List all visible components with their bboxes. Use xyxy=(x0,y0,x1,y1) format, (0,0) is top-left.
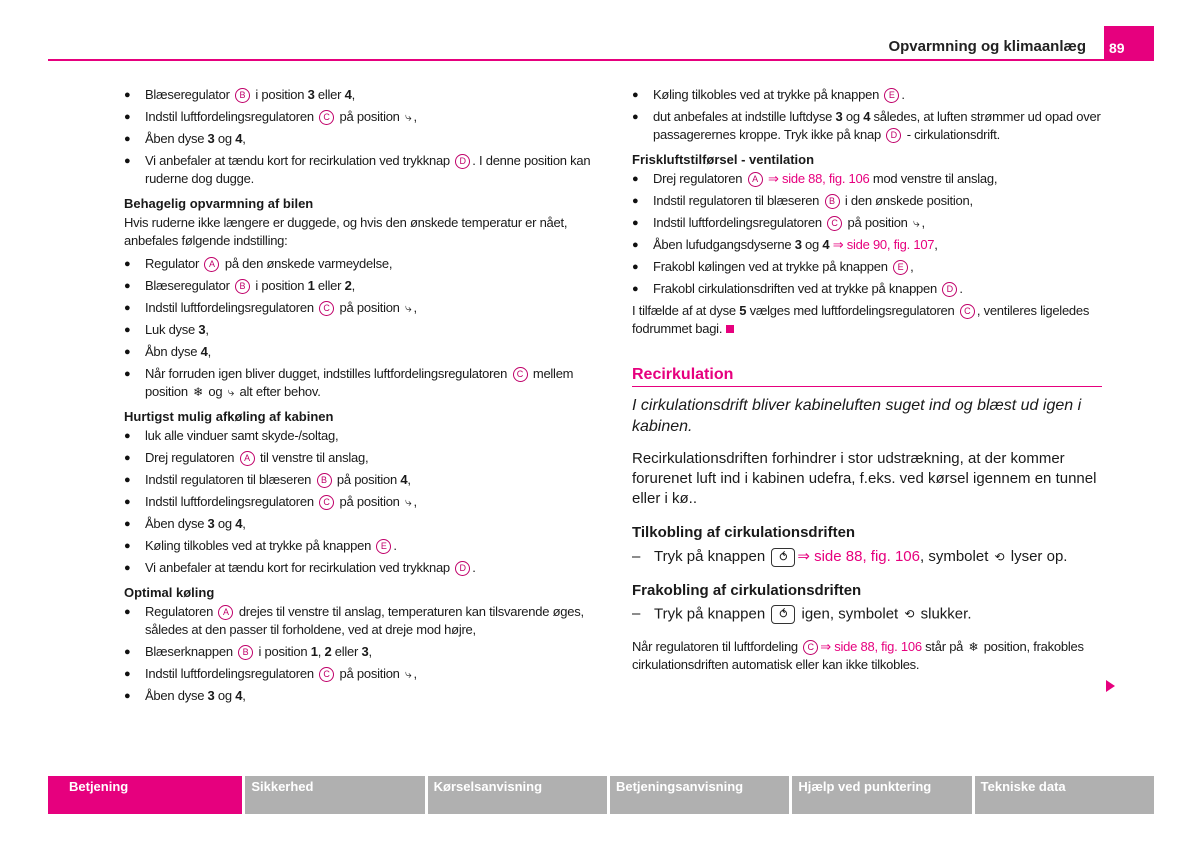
control-label-a: A xyxy=(748,172,763,187)
list-item xyxy=(124,255,594,273)
section-heading-optimal-cooling: Optimal køling xyxy=(124,585,215,600)
recirc-note xyxy=(632,638,1102,674)
list-item xyxy=(124,603,594,639)
tab-betjening[interactable]: Betjening xyxy=(48,776,242,814)
note-text: I tilfælde af at dyse xyxy=(632,303,740,318)
item-text: Når forruden igen bliver dugget, indstilles luftfordelingsregulatoren xyxy=(145,366,511,381)
item-text: Regulatoren xyxy=(145,604,217,619)
item-text: . xyxy=(959,281,963,296)
fast-cooling-list xyxy=(124,427,594,577)
page-header-title: Opvarmning og klimaanlæg xyxy=(888,38,1086,55)
step-text: Tryk på knappen xyxy=(654,548,770,565)
note-text: Når regulatoren til luftfordeling xyxy=(632,638,802,654)
air-distribution-icon: ⤷ xyxy=(405,110,412,124)
position-number: 3 xyxy=(198,322,206,337)
item-text: , xyxy=(413,300,417,315)
list-item xyxy=(632,258,1102,276)
control-label-a: A xyxy=(218,605,233,620)
item-text: Åben dyse xyxy=(145,516,208,531)
item-text: , xyxy=(242,131,246,146)
position-number: 3 xyxy=(794,237,802,252)
tab-sikkerhed[interactable]: Sikkerhed xyxy=(245,776,424,814)
item-text: eller xyxy=(331,644,362,659)
item-text: , xyxy=(207,344,211,359)
control-label-c: C xyxy=(319,495,334,510)
list-item xyxy=(124,321,594,339)
section-title-recirculation: Recirkulation xyxy=(632,366,1102,387)
item-text: i den ønskede position, xyxy=(841,193,973,208)
item-text: , xyxy=(921,215,925,230)
step-text: slukker. xyxy=(916,605,972,622)
position-number: 3 xyxy=(835,109,843,124)
continue-arrow-icon xyxy=(1106,680,1115,692)
item-text: på position xyxy=(336,300,404,315)
windshield-defrost-icon: ❄ xyxy=(968,639,979,654)
list-item xyxy=(124,365,594,401)
recirc-symbol-icon: ⟲ xyxy=(904,607,915,621)
list-item xyxy=(124,277,594,295)
list-item xyxy=(124,449,594,467)
windshield-defrost-icon: ❄ xyxy=(193,385,203,399)
list-item xyxy=(124,130,594,148)
item-text: på den ønskede varmeydelse, xyxy=(221,256,393,271)
control-label-d: D xyxy=(455,561,470,576)
item-text: Blæseregulator xyxy=(145,87,234,102)
control-label-c: C xyxy=(319,110,334,125)
item-text: Åben lufudgangsdyserne xyxy=(653,237,795,252)
position-number: 4 xyxy=(235,688,243,703)
item-text: , xyxy=(205,322,209,337)
cooling-list xyxy=(632,86,1102,144)
item-text: , xyxy=(413,494,417,509)
position-number: 2 xyxy=(344,278,352,293)
position-number: 4 xyxy=(200,344,208,359)
item-text: Køling tilkobles ved at trykke på knappen xyxy=(145,538,375,553)
control-label-e: E xyxy=(884,88,899,103)
position-number: 3 xyxy=(307,87,315,102)
item-text: , xyxy=(351,278,355,293)
item-text: i position xyxy=(255,644,311,659)
item-text: , xyxy=(242,688,246,703)
position-number: 3 xyxy=(207,688,215,703)
position-number: 3 xyxy=(361,644,369,659)
list-item xyxy=(124,152,594,188)
position-number: 3 xyxy=(207,131,215,146)
note-text: , ventileres ligeledes fodrummet bagi. xyxy=(632,303,1090,336)
recirculation-lead: I cirkulationsdrift bliver kabineluften suget ind og blæst ud igen i kabinen. xyxy=(632,397,1082,435)
item-text: mod venstre til anslag, xyxy=(869,171,998,186)
list-item xyxy=(124,493,594,511)
position-number: 4 xyxy=(863,109,871,124)
control-label-c: C xyxy=(960,304,975,319)
item-text: Indstil luftfordelingsregulatoren xyxy=(653,215,826,230)
note-number: 5 xyxy=(739,303,747,318)
control-label-c: C xyxy=(319,667,334,682)
footer-nav xyxy=(48,776,1154,814)
step-text: lyser op. xyxy=(1006,548,1068,565)
list-item xyxy=(632,236,1102,254)
header-rule xyxy=(48,59,1154,61)
list-item xyxy=(124,427,594,445)
item-text: Vi anbefaler at tændu kort for recirkulation ved trykknap xyxy=(145,560,454,575)
item-text: Åben dyse xyxy=(145,688,208,703)
fresh-air-list xyxy=(632,170,1102,298)
item-text: . xyxy=(901,87,905,102)
item-text: Drej regulatoren xyxy=(145,450,238,465)
comfort-heating-list xyxy=(124,255,594,401)
position-number: 4 xyxy=(400,472,408,487)
item-text: drejes til venstre til anslag, temperaturen kan tilsvarende øges, således at den passer til forholdene, ved at dreje mod højre, xyxy=(145,604,584,637)
air-distribution-icon: ⤷ xyxy=(913,216,920,230)
item-text: Blæseregulator xyxy=(145,278,234,293)
item-text: , xyxy=(413,109,417,124)
item-text: Drej regulatoren xyxy=(653,171,746,186)
list-item xyxy=(124,687,594,705)
recirculation-paragraph: Recirkulationsdriften forhindrer i stor udstrækning, at der kommer forurenet luft ind i kabinen udefra, f.eks. ved kørsel igennem en tunnel eller i kø.. xyxy=(632,450,1097,507)
item-text: Åben dyse xyxy=(145,131,208,146)
item-text: på position xyxy=(336,109,404,124)
item-text: Blæserknappen xyxy=(145,644,237,659)
list-item xyxy=(124,665,594,683)
list-item xyxy=(632,170,1102,188)
item-text: Frakobl kølingen ved at trykke på knappen xyxy=(653,259,892,274)
step-text: igen, symbolet xyxy=(797,605,903,622)
tab-hjaelp-ved-punktering[interactable]: Hjælp ved punktering xyxy=(792,776,971,814)
section-heading-comfort-heating: Behagelig opvarmning af bilen xyxy=(124,196,314,211)
air-distribution-icon: ⤷ xyxy=(227,385,235,399)
position-number: 1 xyxy=(307,278,315,293)
item-text: på position xyxy=(844,215,912,230)
item-text: eller xyxy=(314,278,345,293)
page-reference-link[interactable]: ⇒ side 88, fig. 106 xyxy=(820,638,922,654)
item-text: Vi anbefaler at tændu kort for recirkulation ved trykknap xyxy=(145,153,454,168)
list-item xyxy=(124,299,594,317)
control-label-b: B xyxy=(235,279,250,294)
list-item xyxy=(124,537,594,555)
item-text: , xyxy=(910,259,914,274)
control-label-d: D xyxy=(886,128,901,143)
note-text: står på xyxy=(921,638,967,654)
step-text: Tryk på knappen xyxy=(654,605,770,622)
list-item xyxy=(632,214,1102,232)
control-label-d: D xyxy=(942,282,957,297)
item-text: - cirkulationsdrift. xyxy=(903,127,1000,142)
item-text: Indstil luftfordelingsregulatoren xyxy=(145,109,318,124)
control-label-d: D xyxy=(455,154,470,169)
page-number: 89 xyxy=(1104,26,1154,60)
step-text: , symbolet xyxy=(920,548,993,565)
position-number: 4 xyxy=(344,87,352,102)
recirc-button-icon: ⥀ xyxy=(771,605,795,624)
tab-betjeningsanvisning[interactable]: Betjeningsanvisning xyxy=(610,776,789,814)
list-item xyxy=(632,108,1102,144)
tab-korselsanvisning[interactable]: Kørselsanvisning xyxy=(428,776,607,814)
control-label-b: B xyxy=(317,473,332,488)
item-text: , xyxy=(413,666,417,681)
intro-list xyxy=(124,86,594,188)
page-reference-link[interactable]: ⇒ side 90, fig. 107 xyxy=(832,237,935,252)
item-text: Regulator xyxy=(145,256,203,271)
note-text: vælges med luftfordelingsregulatoren xyxy=(746,303,958,318)
item-text: Indstil luftfordelingsregulatoren xyxy=(145,666,318,681)
heading-recirc-off: Frakobling af cirkulationsdriften xyxy=(632,581,862,599)
item-text: Indstil luftfordelingsregulatoren xyxy=(145,300,318,315)
control-label-a: A xyxy=(204,257,219,272)
section-heading-fresh-air: Friskluftstilførsel - ventilation xyxy=(632,152,815,167)
item-text: og xyxy=(214,516,236,531)
item-text: Luk dyse xyxy=(145,322,199,337)
page-reference-link[interactable]: ⇒ side 88, fig. 106 xyxy=(797,548,920,565)
item-text: således, at luften strømmer ud opad over passagerernes kroppe. Tryk ikke på knap xyxy=(653,109,1101,142)
fresh-air-note xyxy=(632,302,1102,338)
item-text: Indstil luftfordelingsregulatoren xyxy=(145,494,318,509)
item-text: og xyxy=(214,131,236,146)
item-text: på position xyxy=(336,666,404,681)
item-text: , xyxy=(934,237,938,252)
section-paragraph: Hvis ruderne ikke længere er duggede, og hvis den ønskede temperatur er nået, anbefales følgende indstilling: xyxy=(124,215,568,248)
dash-marker: – xyxy=(632,548,641,565)
tab-tekniske-data[interactable]: Tekniske data xyxy=(975,776,1154,814)
note-text: position, frakobles cirkulationsdriften automatisk eller kan ikke tilkobles. xyxy=(632,638,1084,672)
air-distribution-icon: ⤷ xyxy=(405,301,412,315)
position-number: 2 xyxy=(324,644,332,659)
item-text: luk alle vinduer samt skyde-/soltag, xyxy=(145,428,339,443)
list-item xyxy=(124,86,594,104)
control-label-c: C xyxy=(319,301,334,316)
position-number: 4 xyxy=(235,131,243,146)
item-text: Frakobl cirkulationsdriften ved at trykke på knappen xyxy=(653,281,941,296)
page-reference-link[interactable]: ⇒ side 88, fig. 106 xyxy=(767,171,870,186)
list-item xyxy=(124,108,594,126)
recirc-off-step xyxy=(632,605,1102,624)
item-text: til venstre til anslag, xyxy=(256,450,369,465)
item-text: . xyxy=(393,538,397,553)
item-text: , xyxy=(351,87,355,102)
item-text: og xyxy=(842,109,864,124)
control-label-c: C xyxy=(827,216,842,231)
control-label-b: B xyxy=(235,88,250,103)
heading-recirc-on: Tilkobling af cirkulationsdriften xyxy=(632,524,856,541)
dash-marker: – xyxy=(632,605,641,622)
item-text: eller xyxy=(314,87,345,102)
item-text: Indstil regulatoren til blæseren xyxy=(145,472,315,487)
position-number: 1 xyxy=(310,644,318,659)
item-text: mellem position xyxy=(145,366,574,399)
item-text: Køling tilkobles ved at trykke på knappen xyxy=(653,87,883,102)
list-item xyxy=(632,280,1102,298)
item-text: dut anbefales at indstille luftdyse xyxy=(653,109,836,124)
control-label-e: E xyxy=(376,539,391,554)
list-item xyxy=(124,515,594,533)
recirc-on-step xyxy=(632,547,1102,567)
list-item xyxy=(124,471,594,489)
item-text: Åbn dyse xyxy=(145,344,201,359)
item-text: og xyxy=(214,688,236,703)
item-text: i position xyxy=(252,87,308,102)
item-text: Indstil regulatoren til blæseren xyxy=(653,193,823,208)
control-label-c: C xyxy=(803,640,818,655)
list-item xyxy=(632,192,1102,210)
control-label-c: C xyxy=(513,367,528,382)
control-label-a: A xyxy=(240,451,255,466)
item-text: . I denne position kan ruderne dog dugge. xyxy=(145,153,591,186)
list-item xyxy=(124,643,594,661)
item-text: , xyxy=(242,516,246,531)
section-heading-fast-cooling: Hurtigst mulig afkøling af kabinen xyxy=(124,409,334,424)
item-text: på position xyxy=(333,472,401,487)
control-label-e: E xyxy=(893,260,908,275)
air-distribution-icon: ⤷ xyxy=(405,667,412,681)
optimal-cooling-list xyxy=(124,603,594,705)
recirc-symbol-icon: ⟲ xyxy=(994,550,1005,564)
left-column xyxy=(124,86,594,709)
recirc-button-icon: ⥀ xyxy=(771,548,795,567)
position-number: 4 xyxy=(822,237,830,252)
list-item xyxy=(124,559,594,577)
item-text: og xyxy=(204,384,226,399)
list-item xyxy=(124,343,594,361)
control-label-b: B xyxy=(825,194,840,209)
position-number: 4 xyxy=(235,516,243,531)
list-item xyxy=(632,86,1102,104)
item-text: på position xyxy=(336,494,404,509)
right-column xyxy=(632,86,1102,674)
item-text: , xyxy=(368,644,372,659)
end-marker-icon xyxy=(726,325,734,333)
item-text: , xyxy=(407,472,411,487)
control-label-b: B xyxy=(238,645,253,660)
item-text: , xyxy=(317,644,325,659)
item-text: alt efter behov. xyxy=(236,384,321,399)
position-number: 3 xyxy=(207,516,215,531)
item-text: i position xyxy=(252,278,308,293)
item-text: . xyxy=(472,560,476,575)
air-distribution-icon: ⤷ xyxy=(405,495,412,509)
item-text: og xyxy=(801,237,823,252)
